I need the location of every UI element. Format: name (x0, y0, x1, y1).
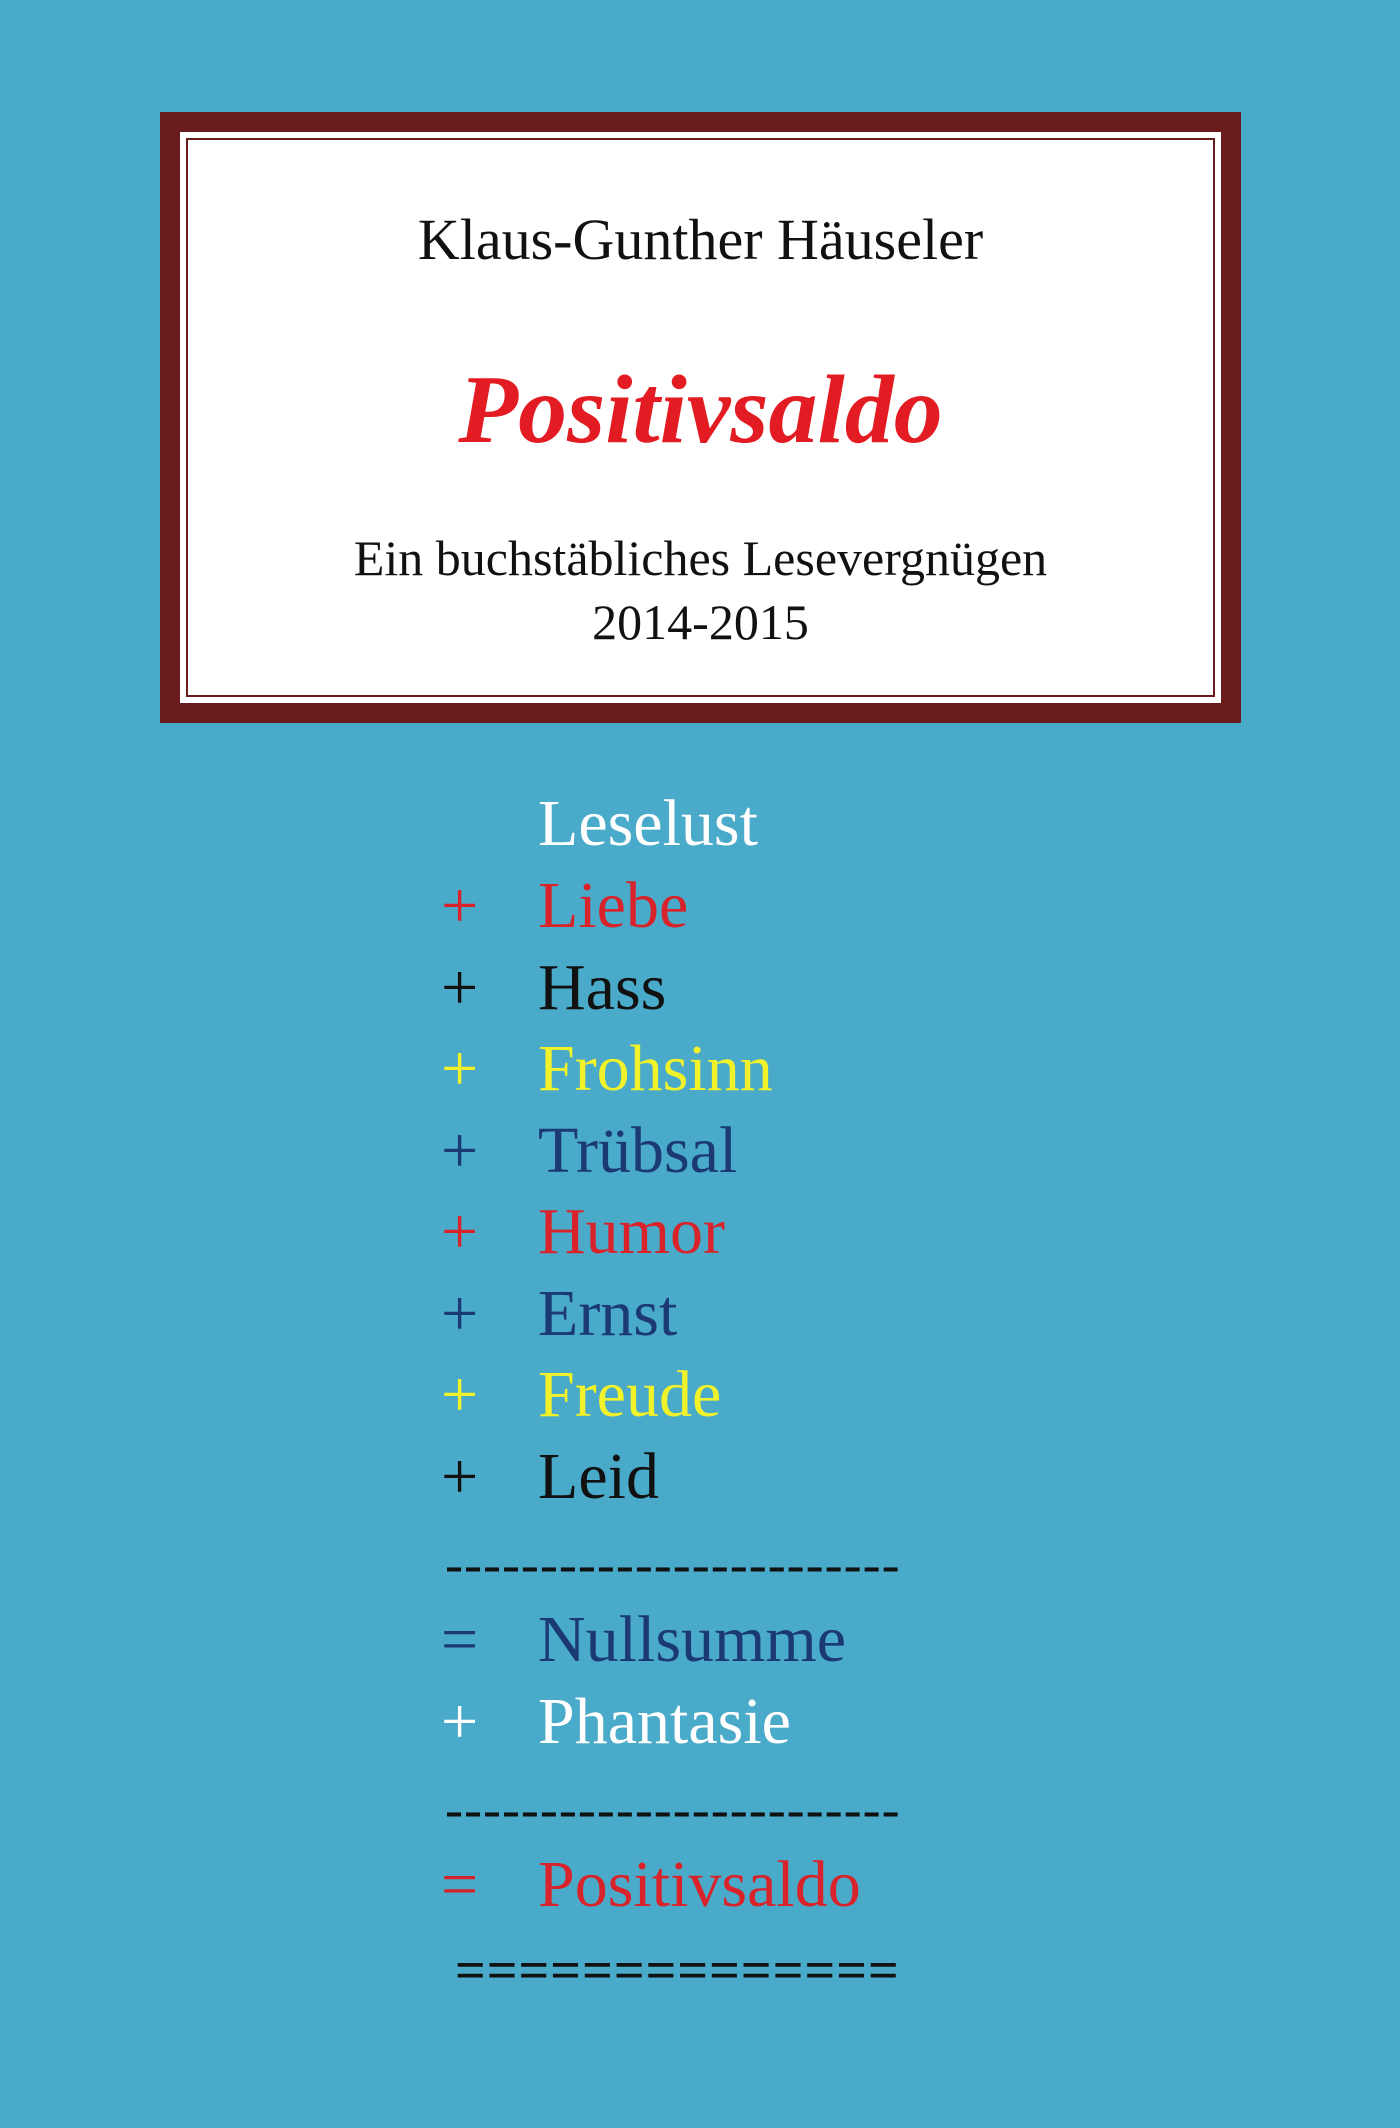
equation-term: Ernst (538, 1277, 678, 1350)
equation-operator: + (441, 1277, 479, 1350)
equation-term: Humor (538, 1195, 725, 1268)
subtitle-line: Ein buchstäbliches Lesevergnügen (353, 530, 1048, 586)
equation-result: Positivsaldo (538, 1848, 861, 1921)
sum-separator: ------------------------ (445, 1534, 901, 1594)
author-name: Klaus-Gunther Häuseler (417, 207, 984, 272)
cover-title-panel (180, 132, 1221, 703)
equation-term: Liebe (538, 869, 689, 942)
equation-operator: + (441, 1440, 479, 1513)
equation-operator: + (441, 951, 479, 1024)
equation-operator: + (441, 1358, 479, 1431)
equation-operator: + (441, 1114, 479, 1187)
book-title: Positivsaldo (458, 356, 943, 464)
equation-term: Leid (538, 1440, 659, 1513)
equation-term: Trübsal (538, 1114, 738, 1187)
equation-operator: + (441, 869, 479, 942)
equation-term: Freude (538, 1358, 722, 1431)
equation-operator: = (441, 1848, 479, 1921)
subtitle-years: 2014-2015 (592, 594, 809, 650)
equation-operator: + (441, 1032, 479, 1105)
equation-operator: + (441, 1195, 479, 1268)
equation-term: Hass (538, 951, 667, 1024)
cover-title-frame (160, 112, 1241, 723)
equation-term: Phantasie (538, 1685, 791, 1758)
subtitle (184, 526, 1217, 654)
equation-term: Leselust (538, 787, 758, 860)
sum-separator: ------------------------ (445, 1779, 901, 1839)
equation-operator: + (441, 1685, 479, 1758)
result-double-underline: ============== (455, 1940, 900, 2000)
equation-term: Frohsinn (538, 1032, 773, 1105)
equation-term: Nullsumme (538, 1603, 846, 1676)
equation-operator: = (441, 1603, 479, 1676)
